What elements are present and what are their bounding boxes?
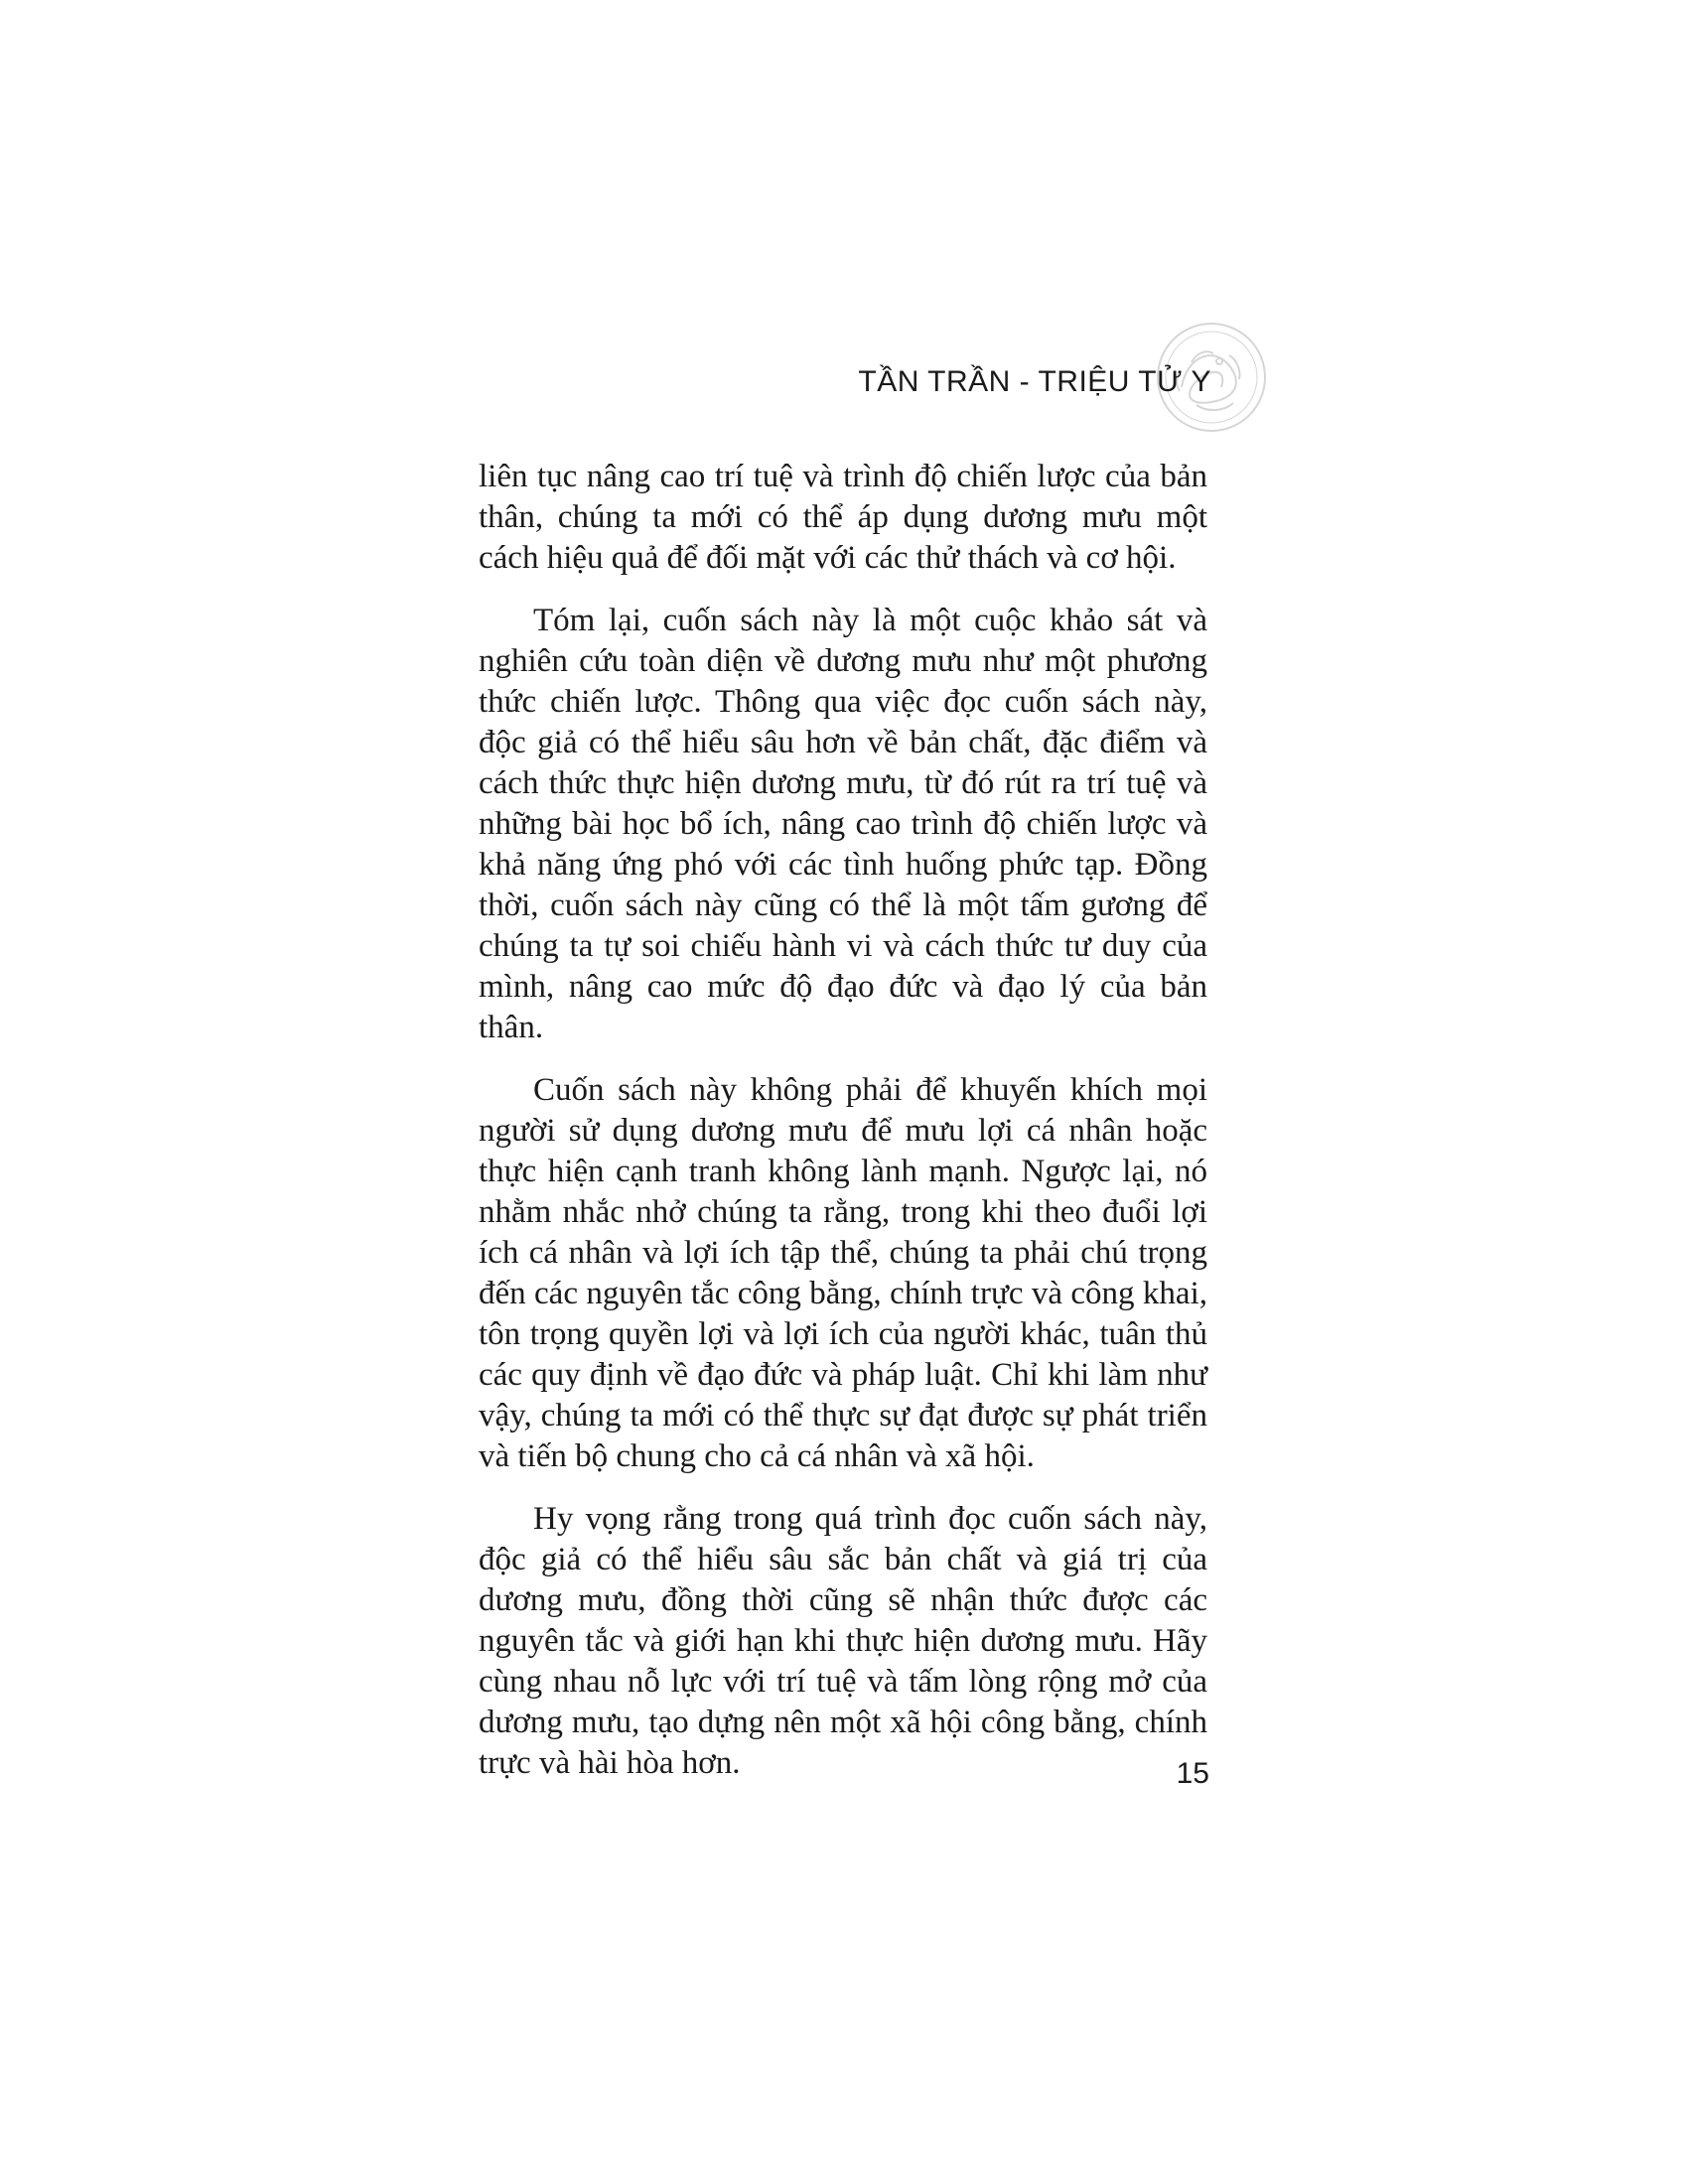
paragraph: Cuốn sách này không phải để khuyến khích mọi người sử dụng dương mưu để mưu lợi cá nhân hoặc thực hiện cạnh tranh không lành mạnh. Ngược lại, nó nhằm nhắc nhở chúng ta rằng, trong khi theo đuổi lợi ích cá nhân và lợi ích tập thể, chúng ta phải chú trọng đến các nguyên tắc công bằng, chính trực và công khai, tôn trọng quyền lợi và lợi ích của người khác, tuân thủ các quy định về đạo đức và pháp luật. Chỉ khi làm như vậy, chúng ta mới có thể thực sự đạt được sự phát triển và tiến bộ chung cho cả cá nhân và xã hội.: [479, 1072, 1207, 1474]
paragraph: liên tục nâng cao trí tuệ và trình độ chiến lược của bản thân, chúng ta mới có thể áp dụng dương mưu một cách hiệu quả để đối mặt với các thử thách và cơ hội.: [479, 459, 1207, 576]
paragraph: Tóm lại, cuốn sách này là một cuộc khảo sát và nghiên cứu toàn diện về dương mưu như một phương thức chiến lược. Thông qua việc đọc cuốn sách này, độc giả có thể hiểu sâu hơn về bản chất, đặc điểm và cách thức thực hiện dương mưu, từ đó rút ra trí tuệ và những bài học bổ ích, nâng cao trình độ chiến lược và khả năng ứng phó với các tình huống phức tạp. Đồng thời, cuốn sách này cũng có thể là một tấm gương để chúng ta tự soi chiếu hành vi và cách thức tư duy của mình, nâng cao mức độ đạo đức và đạo lý của bản thân.: [479, 603, 1207, 1045]
page-number: 15: [1176, 1757, 1209, 1790]
body-text: [479, 457, 1207, 1806]
running-header: TẦN TRẦN - TRIỆU TỬ Y: [858, 365, 1211, 398]
paragraph: Hy vọng rằng trong quá trình đọc cuốn sách này, độc giả có thể hiểu sâu sắc bản chất và giá trị của dương mưu, đồng thời cũng sẽ nhận thức được các nguyên tắc và giới hạn khi thực hiện dương mưu. Hãy cùng nhau nỗ lực với trí tuệ và tấm lòng rộng mở của dương mưu, tạo dựng nên một xã hội công bằng, chính trực và hài hòa hơn.: [479, 1501, 1207, 1781]
